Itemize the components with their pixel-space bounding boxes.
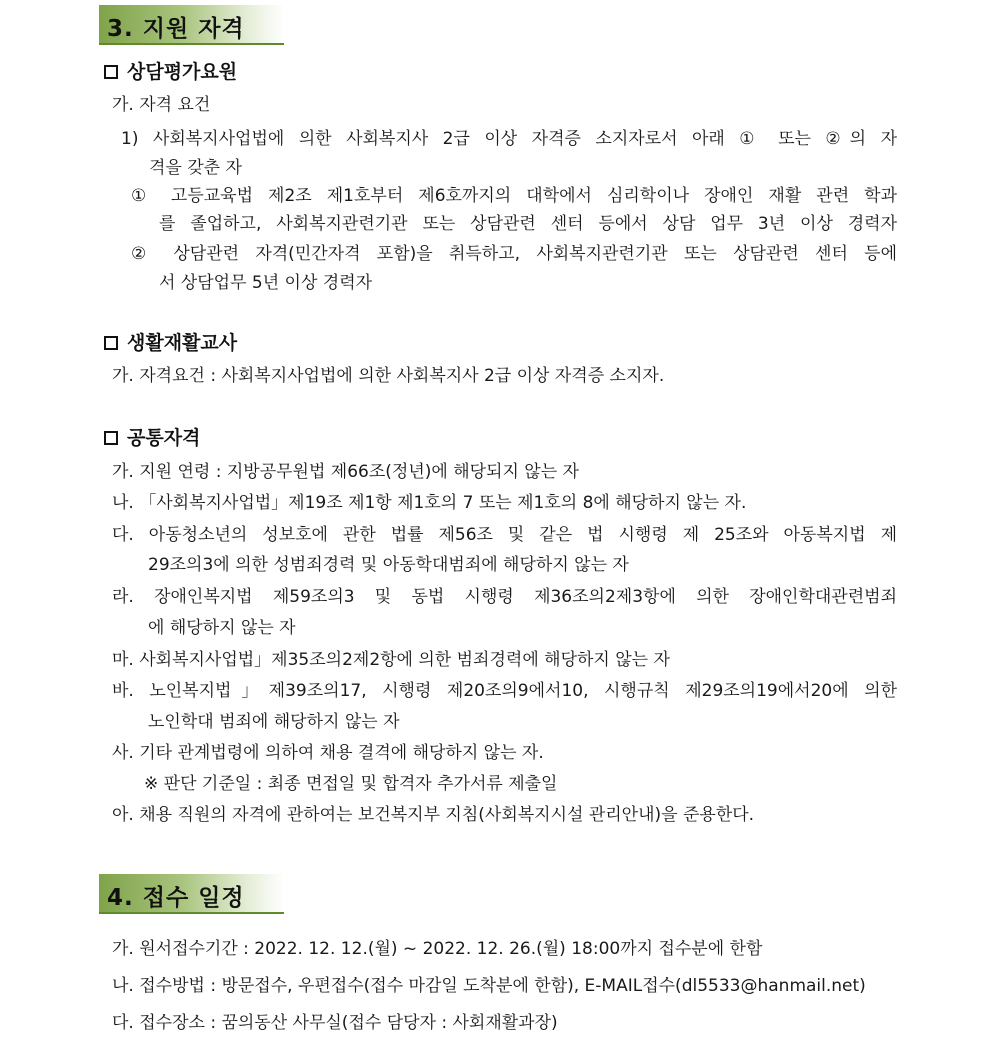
counselor-opt2-line1: ② 상담관련 자격(민간자격 포함)을 취득하고, 사회복지관련기관 또는 상담관련 센터 등에 [131, 244, 897, 264]
rehab-teacher-heading: 생활재활교사 [104, 330, 237, 356]
counselor-item-ga: 가. 자격 요건 [112, 95, 211, 115]
common-item-ra-line2: 에 해당하지 않는 자 [148, 618, 296, 638]
section-3-header [99, 5, 284, 45]
common-item-ma: 마. 사회복지사업법」제35조의2제2항에 의한 범죄경력에 해당하지 않는 자 [112, 650, 670, 670]
common-item-ra-line1: 라. 장애인복지법 제59조의3 및 동법 시행령 제36조의2제3항에 의한 장애인학대관련범죄 [112, 587, 897, 607]
counselor-opt1-line2: 를 졸업하고, 사회복지관련기관 또는 상담관련 센터 등에서 상담 업무 3년 이상 경력자 [159, 214, 897, 234]
schedule-item-ga: 가. 원서접수기간 : 2022. 12. 12.(월) ~ 2022. 12. 26.(월) 18:00까지 접수분에 한함 [112, 939, 763, 959]
common-item-a: 아. 채용 직원의 자격에 관하여는 보건복지부 지침(사회복지시설 관리안내)을 준용한다. [112, 805, 755, 825]
schedule-item-na: 나. 접수방법 : 방문접수, 우편접수(접수 마감일 도착분에 한함), E-MAIL접수(dl5533@hanmail.net) [112, 976, 866, 996]
common-item-sa: 사. 기타 관계법령에 의하여 채용 결격에 해당하지 않는 자. [112, 743, 544, 763]
section-4-header [99, 874, 284, 914]
counselor-req1-line2: 격을 갖춘 자 [149, 158, 242, 178]
common-item-ga: 가. 지원 연령 : 지방공무원법 제66조(정년)에 해당되지 않는 자 [112, 462, 579, 482]
counselor-req1-line1: 1) 사회복지사업법에 의한 사회복지사 2급 이상 자격증 소지자로서 아래 ① 또는 ②의 자 [121, 129, 897, 149]
counselor-opt1-line1: ① 고등교육법 제2조 제1호부터 제6호까지의 대학에서 심리학이나 장애인 재활 관련 학과 [131, 186, 897, 206]
common-item-ba-line1: 바. 노인복지법」제39조의17, 시행령 제20조의9에서10, 시행규칙 제29조의19에서20에 의한 [112, 681, 897, 701]
common-heading: 공통자격 [104, 425, 200, 451]
common-item-ba-line2: 노인학대 범죄에 해당하지 않는 자 [148, 712, 400, 732]
checkbox-square-icon [104, 336, 118, 350]
rehab-teacher-item-ga: 가. 자격요건 : 사회복지사업법에 의한 사회복지사 2급 이상 자격증 소지자. [112, 366, 665, 386]
common-item-da-line1: 다. 아동청소년의 성보호에 관한 법률 제56조 및 같은 법 시행령 제 25조와 아동복지법 제 [112, 525, 897, 545]
counselor-opt2-line2: 서 상담업무 5년 이상 경력자 [159, 273, 373, 293]
section-3-title: 3. 지원 자격 [107, 16, 245, 42]
section-4-title: 4. 접수 일정 [107, 885, 245, 911]
checkbox-square-icon [104, 431, 118, 445]
checkbox-square-icon [104, 65, 118, 79]
common-item-da-line2: 29조의3에 의한 성범죄경력 및 아동학대범죄에 해당하지 않는 자 [148, 555, 629, 575]
common-note: ※ 판단 기준일 : 최종 면접일 및 합격자 추가서류 제출일 [144, 774, 558, 794]
schedule-item-da: 다. 접수장소 : 꿈의동산 사무실(접수 담당자 : 사회재활과장) [112, 1013, 558, 1033]
common-item-na: 나. 「사회복지사업법」제19조 제1항 제1호의 7 또는 제1호의 8에 해당하지 않는 자. [112, 493, 747, 513]
counselor-heading: 상담평가요원 [104, 59, 237, 85]
